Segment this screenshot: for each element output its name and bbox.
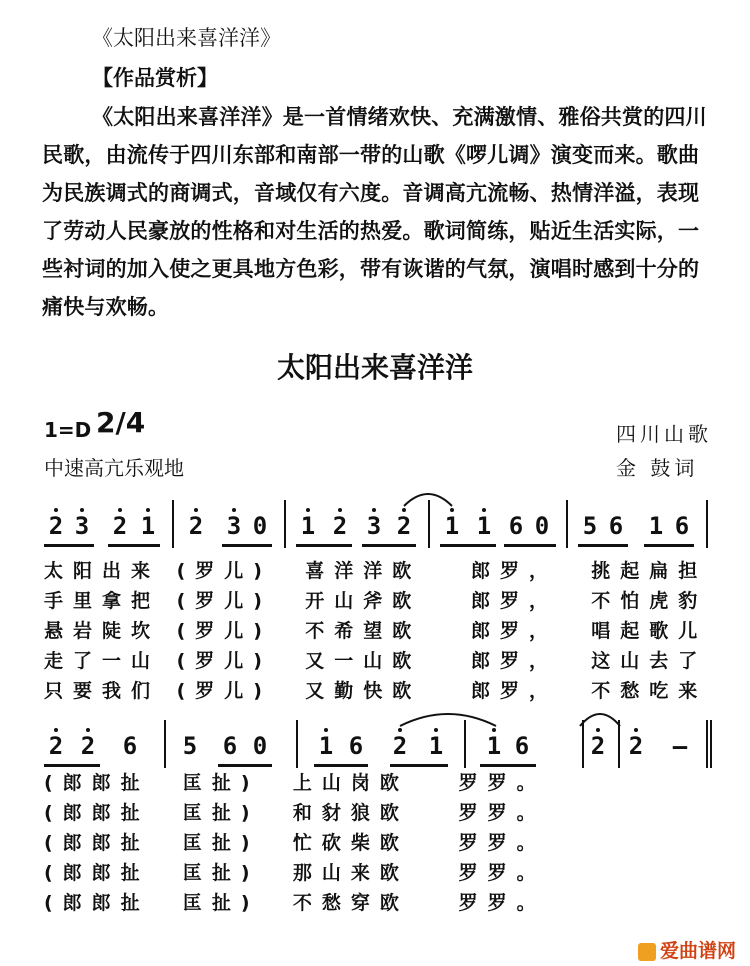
note: 0 [534,512,550,540]
octave-dot [194,508,198,512]
beam-underline [44,764,100,767]
beam-underline [480,764,536,767]
music-note-icon [638,943,656,961]
note: 2 [392,732,408,760]
octave-dot [434,728,438,732]
beam-underline [390,764,448,767]
octave-dot [146,508,150,512]
beam-underline [644,544,694,547]
octave-dot [398,728,402,732]
note: 5 [582,512,598,540]
note: – [672,732,688,760]
note: 1 [486,732,502,760]
note: 1 [476,512,492,540]
lyric-line: 太阳出来 (罗儿) 喜洋洋欧 郎罗， 挑起扁担 [44,560,708,582]
octave-dot [596,728,600,732]
time-signature: 2/4 [96,406,146,439]
appreciation-paragraph: 《太阳出来喜洋洋》是一首情绪欢快、充满激情、雅俗共赏的四川民歌，由流传于四川东部和南部一带的山歌《啰儿调》演变而来。歌曲为民族调式的商调式，音域仅有六度。音调高亢流畅、热情洋溢，表现了劳动人民豪放的性格和对生活的热爱。歌词简练，贴近生活实际，一些衬词的加入使之更具地方色彩，带有诙谐的气氛，演唱时感到十分的痛快与欢畅。 [42,105,707,319]
beam-underline [222,544,272,547]
octave-dot [232,508,236,512]
beam-underline [504,544,556,547]
lyric-line: 手里拿把 (罗儿) 开山斧欧 郎罗， 不怕虎豹 [44,590,708,612]
site-watermark [638,936,736,963]
note: 3 [74,512,90,540]
note: 2 [188,512,204,540]
beam-underline [314,764,368,767]
bar-line [296,720,298,768]
bar-line [284,500,286,548]
octave-dot [54,728,58,732]
watermark-text: 爱曲谱网 [659,940,736,962]
lyric-line: 只要我们 (罗儿) 又勤快欧 郎罗， 不愁吃来 [44,680,708,702]
lyric-line: (郎郎扯 匡扯) 上山岗欧 罗罗。 [44,772,546,794]
lyric-line: (郎郎扯 匡扯) 不愁穿欧 罗罗。 [44,892,546,914]
note: 0 [252,732,268,760]
note: 2 [396,512,412,540]
beam-underline [578,544,628,547]
note: 5 [182,732,198,760]
note: 3 [366,512,382,540]
key-signature: 1=D [44,418,92,442]
beam-underline [296,544,352,547]
note: 2 [628,732,644,760]
note: 3 [226,512,242,540]
note: 1 [648,512,664,540]
bar-line [710,720,712,768]
note: 2 [332,512,348,540]
bar-line [164,720,166,768]
octave-dot [372,508,376,512]
octave-dot [54,508,58,512]
bar-line [706,500,708,548]
tempo-marking: 中速高亢乐观地 [44,456,184,480]
note: 0 [252,512,268,540]
octave-dot [450,508,454,512]
section-label: 【作品赏析】 [92,66,218,90]
beam-underline [44,544,94,547]
note: 6 [514,732,530,760]
bar-line [172,500,174,548]
octave-dot [338,508,342,512]
bar-line [566,500,568,548]
tie-arc [398,708,498,728]
bar-line [706,720,708,768]
note: 1 [140,512,156,540]
beam-underline [108,544,160,547]
note: 1 [444,512,460,540]
lyric-line: (郎郎扯 匡扯) 忙砍柴欧 罗罗。 [44,832,546,854]
octave-dot [402,508,406,512]
song-title: 太阳出来喜洋洋 [276,351,473,384]
note: 1 [318,732,334,760]
octave-dot [492,728,496,732]
note: 6 [608,512,624,540]
octave-dot [634,728,638,732]
note: 6 [222,732,238,760]
octave-dot [80,508,84,512]
octave-dot [482,508,486,512]
octave-dot [118,508,122,512]
note: 6 [508,512,524,540]
note: 2 [48,512,64,540]
note: 1 [300,512,316,540]
note: 1 [428,732,444,760]
work-title: 《太阳出来喜洋洋》 [92,26,281,50]
beam-underline [362,544,416,547]
note: 2 [112,512,128,540]
lyricist-credit: 金 鼓词 [616,456,699,480]
octave-dot [306,508,310,512]
tie-arc [578,708,622,728]
beam-underline [218,764,272,767]
note: 2 [590,732,606,760]
note: 6 [348,732,364,760]
note: 6 [122,732,138,760]
octave-dot [86,728,90,732]
lyric-line: 走了一山 (罗儿) 又一山欧 郎罗， 这山去了 [44,650,708,672]
song-origin: 四川山歌 [616,422,712,446]
lyric-line: 悬岩陡坎 (罗儿) 不希望欧 郎罗， 唱起歌儿 [44,620,708,642]
octave-dot [324,728,328,732]
note: 6 [674,512,690,540]
note: 2 [48,732,64,760]
beam-underline [440,544,496,547]
tie-arc [402,488,454,508]
lyric-line: (郎郎扯 匡扯) 那山来欧 罗罗。 [44,862,546,884]
note: 2 [80,732,96,760]
lyric-line: (郎郎扯 匡扯) 和豺狼欧 罗罗。 [44,802,546,824]
